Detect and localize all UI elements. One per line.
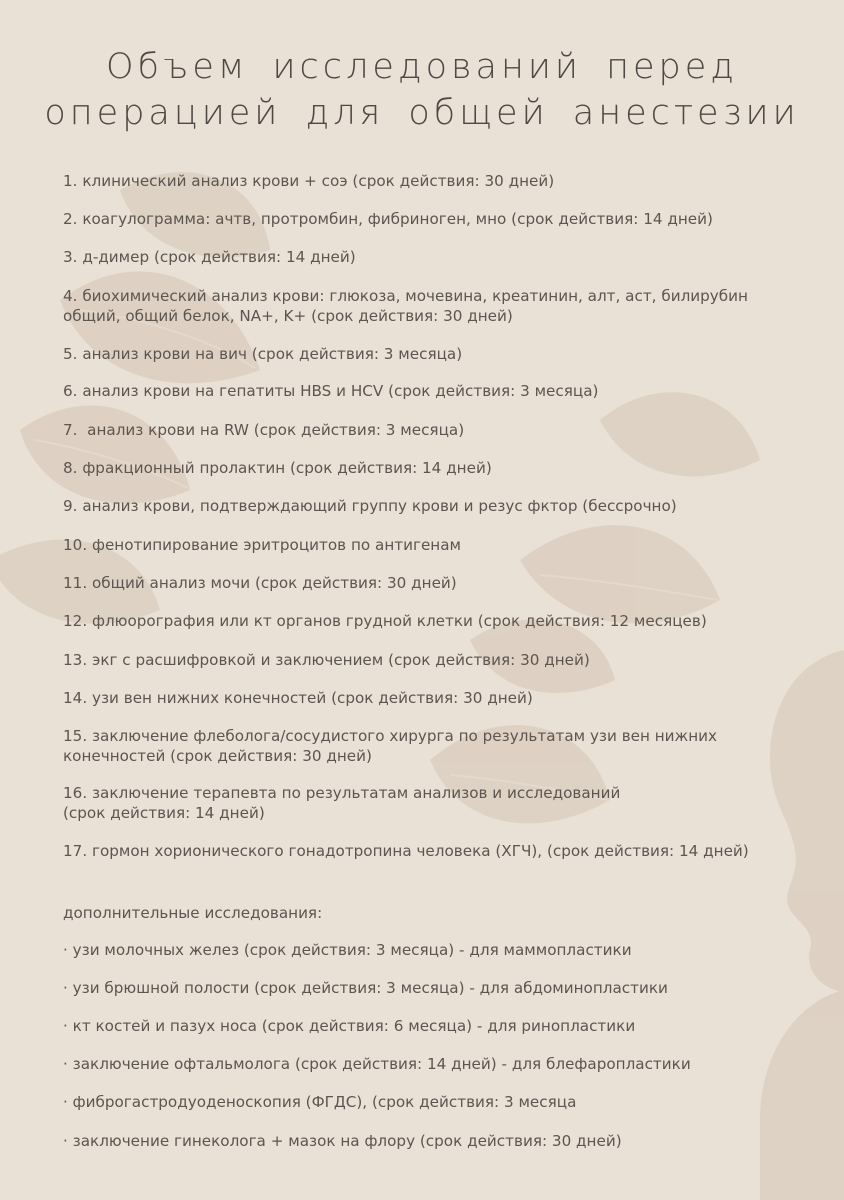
list-item: 14. узи вен нижних конечностей (срок действия: 30 дней) bbox=[63, 689, 533, 707]
additional-list-item: · кт костей и пазух носа (срок действия: 6 месяца) - для ринопластики bbox=[63, 1017, 636, 1035]
list-item: 3. д-димер (срок действия: 14 дней) bbox=[63, 248, 356, 266]
list-item: 6. анализ крови на гепатиты HBS и HCV (срок действия: 3 месяца) bbox=[63, 382, 599, 400]
additional-list-item: · заключение гинеколога + мазок на флору (срок действия: 30 дней) bbox=[63, 1132, 622, 1150]
additional-heading: дополнительные исследования: bbox=[63, 904, 323, 922]
list-item: 1. клинический анализ крови + соэ (срок действия: 30 дней) bbox=[63, 172, 555, 190]
additional-list-item: · узи брюшной полости (срок действия: 3 месяца) - для абдоминопластики bbox=[63, 979, 668, 997]
list-item: 16. заключение терапевта по результатам анализов и исследований (срок действия: 14 дней) bbox=[63, 784, 621, 822]
additional-list-item: · узи молочных желез (срок действия: 3 месяца) - для маммопластики bbox=[63, 941, 632, 959]
list-item: 9. анализ крови, подтверждающий группу крови и резус фктор (бессрочно) bbox=[63, 497, 677, 515]
page-title-line: операцией для общей анестезии bbox=[44, 93, 800, 133]
additional-list-item: · фиброгастродуоденоскопия (ФГДС), (срок действия: 3 месяца bbox=[63, 1093, 577, 1111]
list-item: 10. фенотипирование эритроцитов по антигенам bbox=[63, 536, 461, 554]
list-item: 5. анализ крови на вич (срок действия: 3 месяца) bbox=[63, 345, 463, 363]
list-item: 17. гормон хорионического гонадотропина человека (ХГЧ), (срок действия: 14 дней) bbox=[63, 842, 749, 860]
list-item: 15. заключение флеболога/сосудистого хирурга по результатам узи вен нижних конечностей (срок действия: 30 дней) bbox=[63, 727, 718, 765]
list-item: 12. флюорография или кт органов грудной клетки (срок действия: 12 месяцев) bbox=[63, 612, 707, 630]
list-item: 7. анализ крови на RW (срок действия: 3 месяца) bbox=[63, 421, 465, 439]
list-item: 8. фракционный пролактин (срок действия: 14 дней) bbox=[63, 459, 492, 477]
page-title bbox=[0, 44, 844, 136]
list-item: 2. коагулограмма: ачтв, протромбин, фибриноген, мно (срок действия: 14 дней) bbox=[63, 210, 713, 228]
list-item: 13. экг с расшифровкой и заключением (срок действия: 30 дней) bbox=[63, 651, 590, 669]
additional-list-item: · заключение офтальмолога (срок действия: 14 дней) - для блефаропластики bbox=[63, 1055, 691, 1073]
page-title-line: Объем исследований перед bbox=[106, 47, 738, 87]
list-item: 4. биохимический анализ крови: глюкоза, мочевина, креатинин, алт, аст, билирубин общий, общий белок, NA+, K+ (срок действия: 30 дней) bbox=[63, 287, 748, 325]
list-item: 11. общий анализ мочи (срок действия: 30 дней) bbox=[63, 574, 457, 592]
